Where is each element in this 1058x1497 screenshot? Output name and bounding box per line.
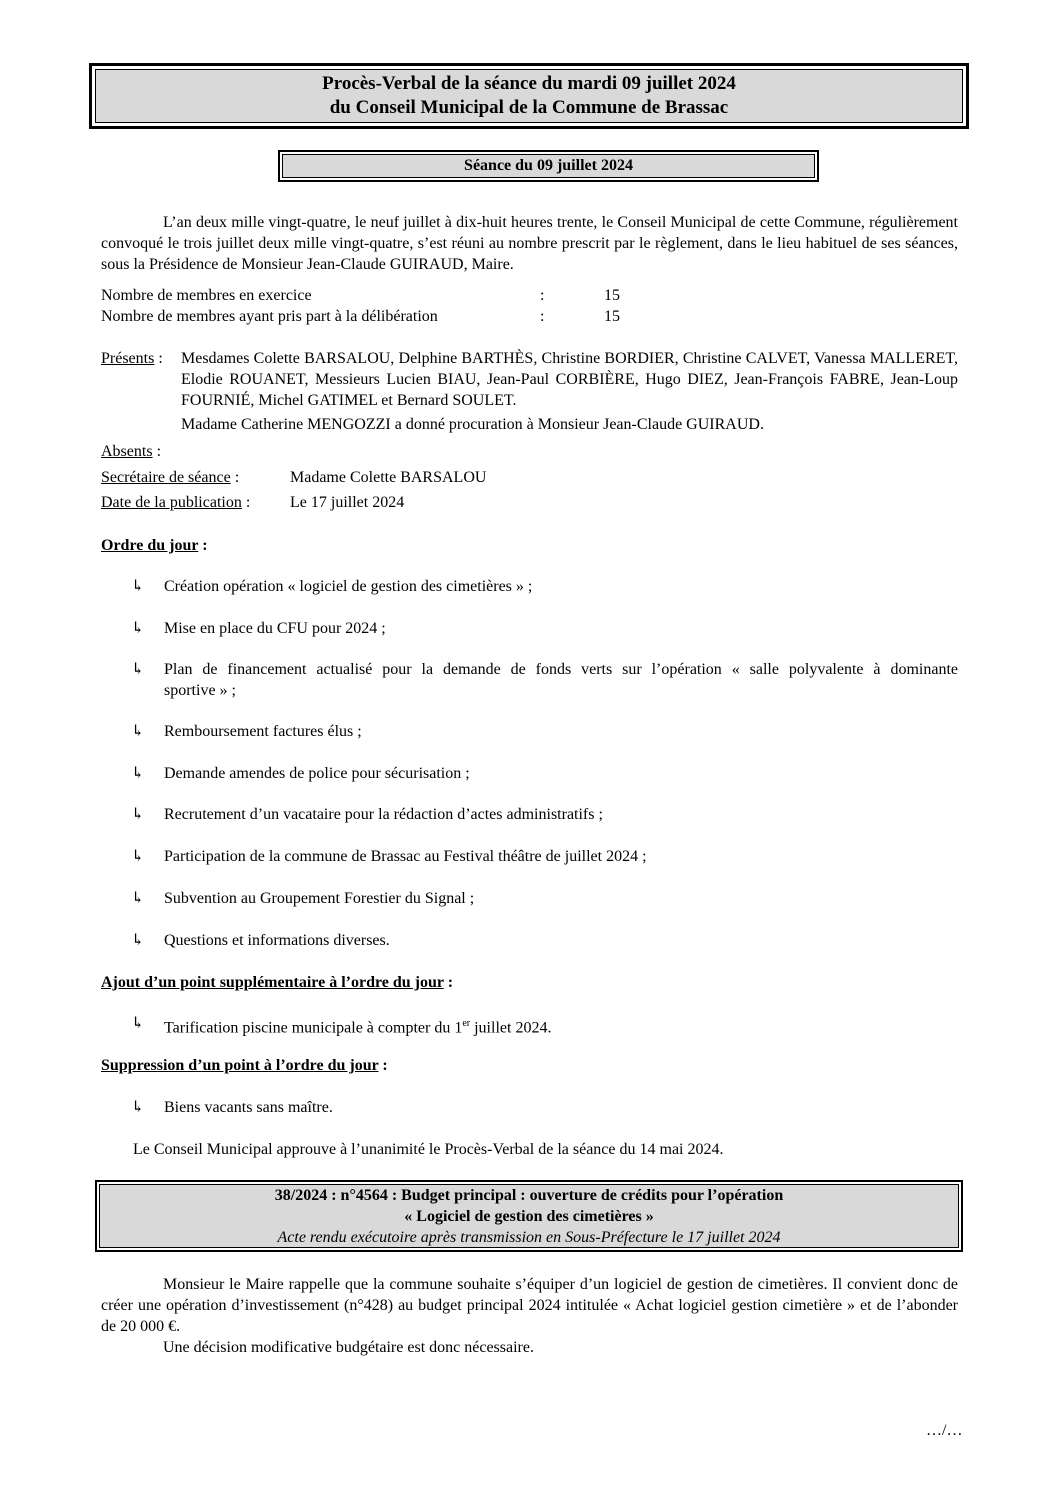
arrow-down-right-icon: ↳: [131, 765, 145, 782]
seance-label: Séance du 09 juillet 2024: [282, 154, 815, 178]
suppression-heading-text: Suppression d’un point à l’ordre du jour: [101, 1057, 379, 1074]
list-item-text: Recrutement d’un vacataire pour la rédaction d’actes administratifs ;: [164, 806, 603, 823]
deliberation-title-line-2: « Logiciel de gestion des cimetières »: [404, 1207, 654, 1225]
deliberation-execution-note: Acte rendu exécutoire après transmission en Sous-Préfecture le 17 juillet 2024: [277, 1228, 781, 1246]
arrow-down-right-icon: ↳: [131, 890, 145, 907]
title-line-2: du Conseil Municipal de la Commune de Brassac: [329, 97, 729, 118]
count-label: Nombre de membres ayant pris part à la délibération: [101, 308, 438, 325]
suppression-heading-colon: :: [378, 1057, 388, 1074]
body-paragraph-2: Une décision modificative budgétaire est donc nécessaire.: [163, 1339, 534, 1356]
ajout-heading-text: Ajout d’un point supplémentaire à l’ordre du jour: [101, 974, 444, 991]
count-label: Nombre de membres en exercice: [101, 287, 312, 304]
ajout-item-pre: Tarification piscine municipale à compter du 1: [164, 1019, 463, 1037]
arrow-down-right-icon: ↳: [131, 1099, 145, 1116]
arrow-down-right-icon: ↳: [131, 620, 145, 637]
count-value: 15: [604, 308, 620, 325]
list-item-text: Remboursement factures élus ;: [164, 723, 362, 740]
deliberation-box: [95, 1180, 963, 1252]
absents-separator: :: [156, 443, 162, 460]
ordre-heading-colon: :: [198, 537, 208, 554]
list-item-text: Demande amendes de police pour sécurisation ;: [164, 765, 470, 782]
absents-label: Absents: [101, 443, 153, 460]
secretaire-label: Secrétaire de séance: [101, 469, 231, 486]
secretaire-value: Madame Colette BARSALOU: [290, 469, 487, 486]
list-item-text: Participation de la commune de Brassac au Festival théâtre de juillet 2024 ;: [164, 848, 647, 865]
presents-list: Mesdames Colette BARSALOU, Delphine BARTHÈS, Christine BORDIER, Christine CALVET, Vanessa MALLERET, Elodie ROUANET, Messieurs Lucien BIAU, Jean-Paul CORBIÈRE, Hugo DIEZ, Jean-François FABRE, Jean-Loup FOURNIÉ, Michel GATIMEL et Bernard SOULET.: [181, 350, 958, 409]
list-item-text: [164, 1013, 551, 1038]
ajout-heading: [101, 972, 453, 993]
title-line-1: Procès-Verbal de la séance du mardi 09 juillet 2024: [322, 73, 736, 94]
list-item-text: Subvention au Groupement Forestier du Signal ;: [164, 890, 475, 907]
arrow-down-right-icon: ↳: [131, 932, 145, 949]
ajout-item-sup: er: [462, 1018, 471, 1029]
arrow-down-right-icon: ↳: [131, 723, 145, 740]
approbation-text: Le Conseil Municipal approuve à l’unanimité le Procès-Verbal de la séance du 14 mai 2024.: [133, 1141, 724, 1158]
count-value: 15: [604, 287, 620, 304]
list-item-text: Biens vacants sans maître.: [164, 1099, 333, 1116]
publication-value: Le 17 juillet 2024: [290, 494, 405, 511]
count-row: [101, 285, 312, 306]
document-title: [95, 69, 963, 123]
arrow-down-right-icon: ↳: [131, 578, 145, 595]
publication-row: [101, 492, 250, 513]
arrow-down-right-icon: ↳: [131, 1015, 145, 1032]
ordre-heading-text: Ordre du jour: [101, 537, 199, 554]
presents-separator: :: [158, 350, 163, 367]
deliberation-title-line-1: 38/2024 : n°4564 : Budget principal : ouverture de crédits pour l’opération: [274, 1186, 784, 1204]
presents-label-group: [101, 348, 163, 369]
list-item-text: Mise en place du CFU pour 2024 ;: [164, 620, 386, 637]
absents-row: [101, 441, 161, 462]
list-item-text: sportive » ;: [164, 682, 236, 699]
body-paragraph: Monsieur le Maire rappelle que la commune souhaite s’équiper d’un logiciel de gestion de cimetières. Il convient donc de créer une opération d’investissement (n°428) au budget principal 2024 intitulée « Achat logiciel gestion cimetière » et de l’abonder de 20 000 €.: [101, 1276, 958, 1335]
secretaire-row: [101, 467, 239, 488]
arrow-down-right-icon: ↳: [131, 806, 145, 823]
arrow-down-right-icon: ↳: [131, 661, 145, 678]
count-row: [101, 306, 438, 327]
ordre-heading: [101, 535, 208, 556]
publication-label: Date de la publication: [101, 494, 242, 511]
ajout-item-post: juillet 2024.: [470, 1019, 552, 1037]
seance-box: [278, 150, 819, 182]
document-title-box: [89, 63, 969, 129]
count-separator: :: [540, 287, 545, 304]
arrow-down-right-icon: ↳: [131, 848, 145, 865]
procuration-text: Madame Catherine MENGOZZI a donné procuration à Monsieur Jean-Claude GUIRAUD.: [181, 416, 764, 433]
list-item-text: Création opération « logiciel de gestion des cimetières » ;: [164, 578, 533, 595]
suppression-heading: [101, 1055, 388, 1076]
ajout-heading-colon: :: [443, 974, 454, 991]
page-continuation: …/…: [926, 1422, 963, 1439]
secretaire-separator: :: [234, 469, 240, 486]
deliberation-header: [99, 1184, 959, 1248]
presents-label: Présents: [101, 350, 155, 367]
count-separator: :: [540, 308, 545, 325]
list-item-text: Questions et informations diverses.: [164, 932, 390, 949]
list-item-text: Plan de financement actualisé pour la demande de fonds verts sur l’opération « salle polyvalente à dominante: [164, 661, 958, 678]
intro-paragraph: L’an deux mille vingt-quatre, le neuf juillet à dix-huit heures trente, le Conseil Municipal de cette Commune, régulièrement convoqué le trois juillet deux mille vingt-quatre, s’est réuni au nombre prescrit par le règlement, dans le lieu habituel de ses séances, sous la Présidence de Monsieur Jean-Claude GUIRAUD, Maire.: [101, 214, 958, 273]
publication-separator: :: [245, 494, 251, 511]
